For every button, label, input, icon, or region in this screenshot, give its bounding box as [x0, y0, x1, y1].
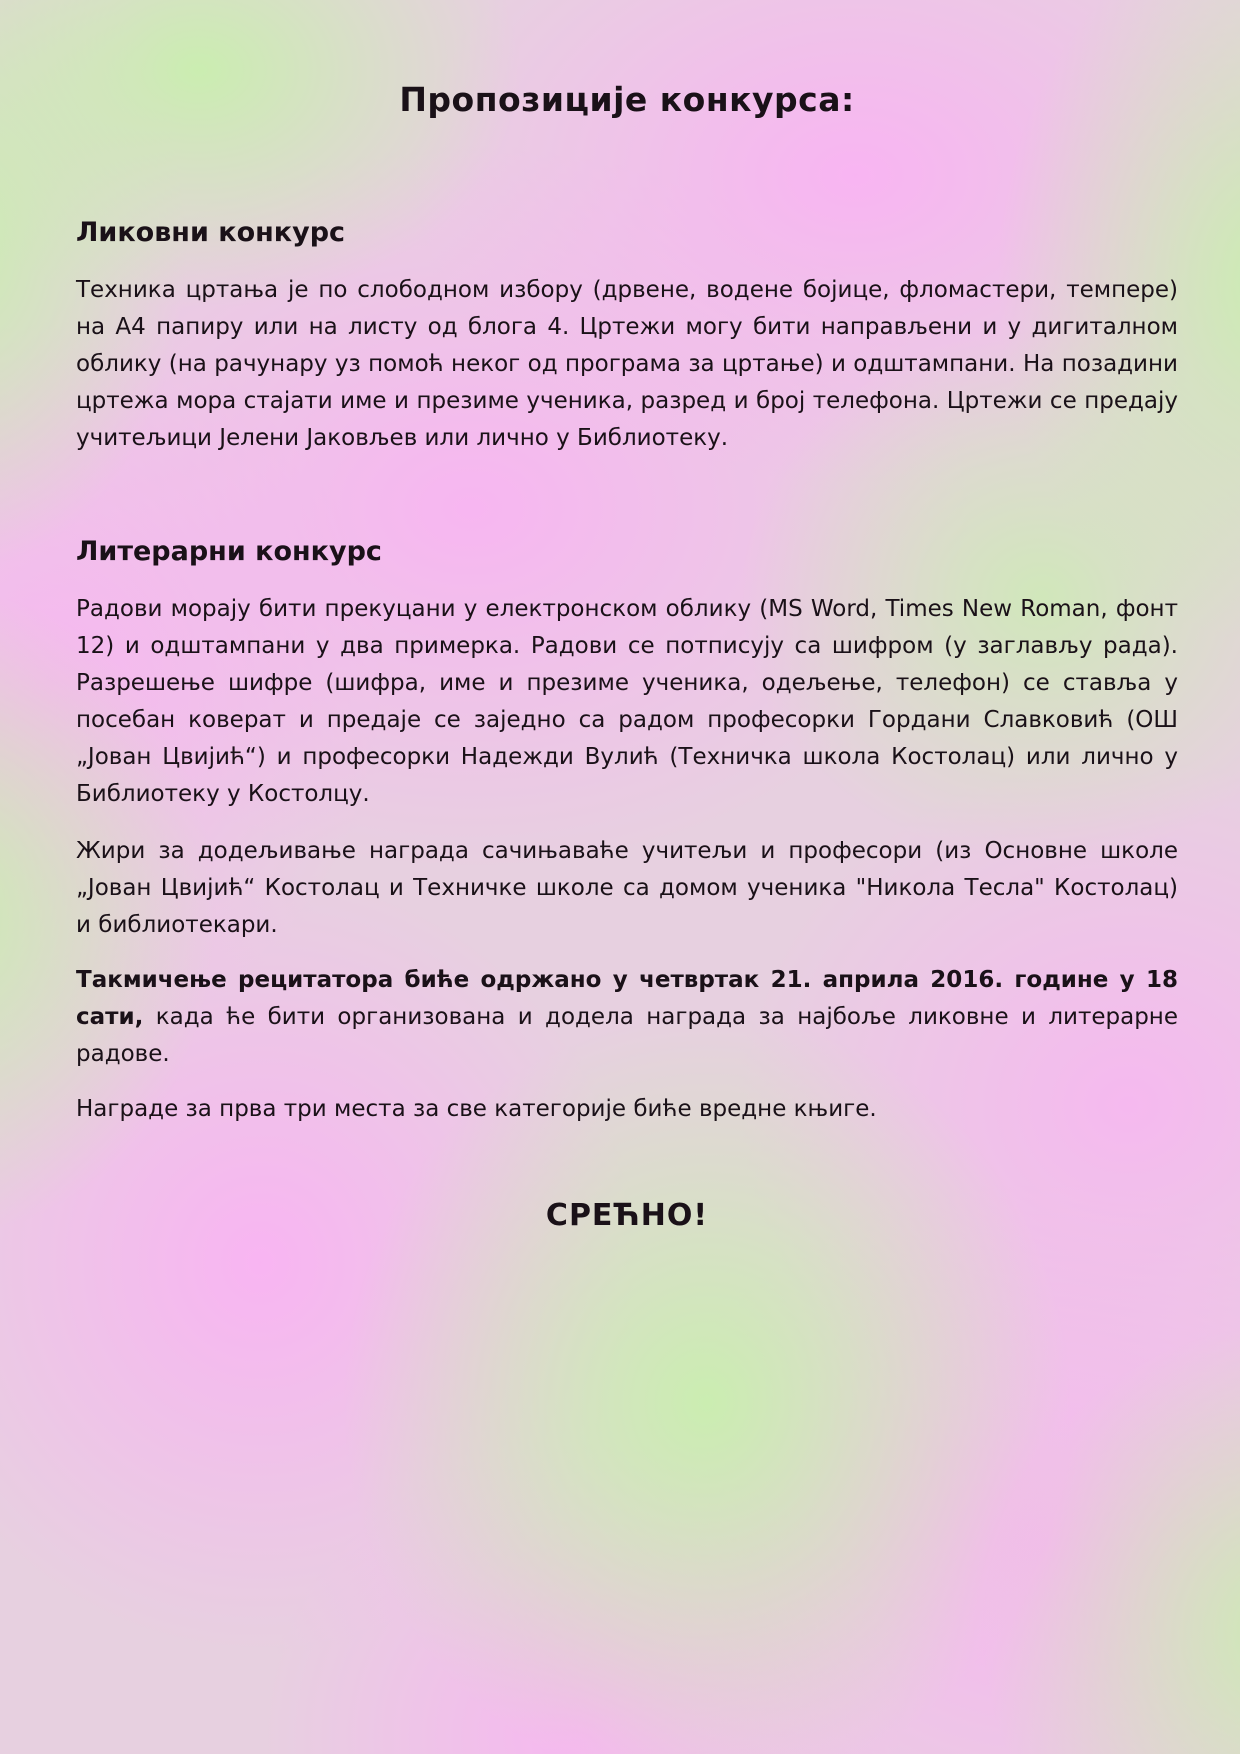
jury-paragraph: Жири за додељивање награда сачињаваће учитељи и професори (из Основне школе „Јован Цвијић“ Костолац и Техничке школе са домом ученика "Никола Тесла" Костолац) и библиотекари.	[76, 838, 1178, 938]
document-title: Пропозиције конкурса:	[399, 80, 855, 119]
literary-rules-paragraph: Радови морају бити прекуцани у електронском облику (MS Word, Times New Roman, фонт 12) и одштампани у два примерка. Радови се потписују са шифром (у заглављу рада). Разрешење шифре (шифра, име и презиме ученика, одељење, телефон) се ставља у посебан коверат и предаје се заједно са радом професорки Гордани Славковић (ОШ „Јован Цвијић“) и професорки Надежди Вулић (Техничка школа Костолац) или лично у Библиотеку у Костолцу.	[76, 596, 1178, 807]
event-announcement-rest: када ће бити организована и додела награда за најбоље ликовне и литерарне радове.	[76, 1004, 1178, 1067]
literary-competition-heading: Литерарни конкурс	[76, 536, 382, 567]
event-announcement-paragraph	[76, 962, 1178, 1073]
closing-message: СРЕЋНО!	[545, 1198, 709, 1233]
event-announcement-bold: Такмичење рецитатора биће одржано у четвртак 21. априла 2016. године у 18 сати,	[76, 967, 1178, 1030]
art-competition-paragraph: Техника цртања је по слободном избору (дрвене, водене бојице, фломастери, темпере) на А4 папиру или на листу од блога 4. Цртежи могу бити направљени и у дигиталном облику (на рачунару уз помоћ неког од програма за цртање) и одштампани. На позадини цртежа мора стајати име и презиме ученика, разред и број телефона. Цртежи се предају учитељици Јелени Јаковљев или лично у Библиотеку.	[76, 277, 1178, 451]
document-content	[76, 0, 1178, 1234]
art-competition-heading: Ликовни конкурс	[76, 217, 346, 248]
awards-paragraph: Награде за прва три места за све категорије биће вредне књиге.	[76, 1096, 877, 1122]
